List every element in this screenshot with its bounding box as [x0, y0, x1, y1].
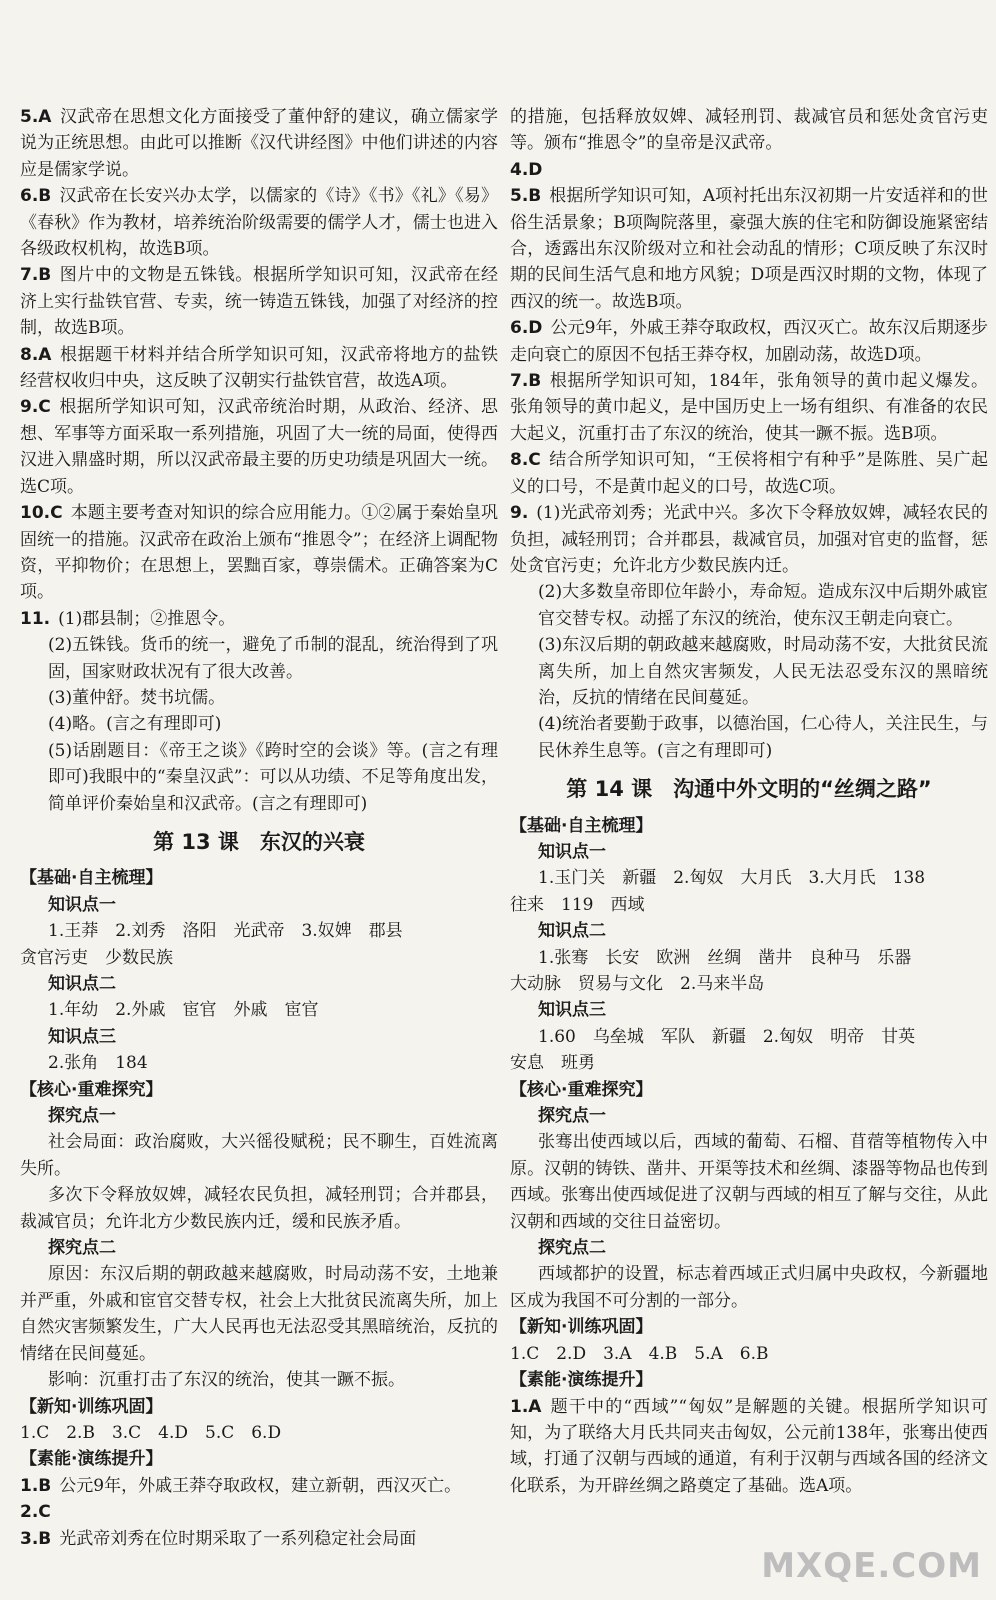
- explore-point-1: 探究点一: [48, 1106, 116, 1127]
- kp2-answers-cont: 大动脉 贸易与文化 2.马来半岛: [510, 974, 765, 994]
- skill-answer-1: 1.A 题干中的“西域”“匈奴”是解题的关键。根据所学知识可知，为了联络大月氏共同夹击匈奴，公元前138年，张骞出使西域，打通了汉朝与西域的通道，有利于汉朝与西域各国的经济文化联系，为开辟丝绸之路奠定了基础。选A项。: [510, 1396, 988, 1496]
- answer-9: 9.C 根据所学知识可知，汉武帝统治时期，从政治、经济、思想、军事等方面采取一系列措施，巩固了大一统的局面，使得西汉进入鼎盛时期，所以汉武帝最主要的历史功绩是巩固大一统。选C项。: [20, 397, 498, 497]
- right-column: [510, 104, 988, 1499]
- section-skills: 【素能·演练提升】: [510, 1370, 653, 1391]
- explore-2-para: 原因：东汉后期的朝政越来越腐败，时局动荡不安，土地兼并严重，外戚和宦官交替专权，社会上大批贫民流离失所，加上自然灾害频繁发生，广大人民再也无法忍受其黑暗统治，反抗的情绪在民间蔓延。: [20, 1264, 498, 1364]
- answer-5: 5.A 汉武帝在思想文化方面接受了董仲舒的建议，确立儒家学说为正统思想。由此可以推断《汉代讲经图》中他们讲述的内容应是儒家学说。: [20, 107, 498, 180]
- section-new-knowledge: 【新知·训练巩固】: [20, 1396, 163, 1417]
- knowledge-point-3: 知识点三: [48, 1026, 116, 1047]
- section-new-knowledge: 【新知·训练巩固】: [510, 1317, 653, 1338]
- answer-9: 9. (1)光武帝刘秀；光武中兴。多次下令释放奴婢，减轻农民的负担，减轻刑罚；合并郡县，裁减官员，加强对官吏的监督，惩处贪官污吏；允许北方少数民族内迁。: [510, 503, 988, 576]
- section-skills: 【素能·演练提升】: [20, 1449, 163, 1470]
- kp3-answers-cont: 安息 班勇: [510, 1053, 595, 1074]
- knowledge-point-3: 知识点三: [538, 1000, 606, 1021]
- answer-3-continuation: 的措施，包括释放奴婢、减轻刑罚、裁减官员和惩处贪官污吏等。颁布“推恩令”的皇帝是汉武帝。: [510, 107, 988, 154]
- explore-1-para: 多次下令释放奴婢，减轻农民负担，减轻刑罚；合并郡县，裁减官员；允许北方少数民族内迁，缓和民族矛盾。: [20, 1185, 498, 1232]
- answer-5: 5.B 根据所学知识可知，A项衬托出东汉初期一片安适祥和的世俗生活景象；B项陶院落里，豪强大族的住宅和防御设施紧密结合，透露出东汉阶级对立和社会动乱的情形；C项反映了东汉时期的民间生活气息和地方风貌；D项是西汉时期的文物，体现了西汉的统一。故选B项。: [510, 186, 988, 312]
- skill-answer-1: 1.B 公元9年，外戚王莽夺取政权，建立新朝，西汉灭亡。: [20, 1475, 462, 1496]
- explore-2-para: 西域都护的设置，标志着西域正式归属中央政权，今新疆地区成为我国不可分割的一部分。: [510, 1264, 988, 1311]
- section-basics: 【基础·自主梳理】: [20, 868, 163, 889]
- kp1-answers-cont: 贪官污吏 少数民族: [20, 947, 173, 968]
- kp2-answers: 1.年幼 2.外戚 宦官 外戚 宦官: [48, 1000, 319, 1021]
- new-knowledge-answers: 1.C 2.D 3.A 4.B 5.A 6.B: [510, 1343, 769, 1364]
- knowledge-point-1: 知识点一: [48, 894, 116, 915]
- answer-9-part: (3)东汉后期的朝政越来越腐败，时局动荡不安，大批贫民流离失所，加上自然灾害频发，人民无法忍受东汉的黑暗统治，反抗的情绪在民间蔓延。: [538, 635, 988, 708]
- answer-11-part: (4)略。(言之有理即可): [48, 714, 222, 735]
- kp3-answers: 2.张角 184: [48, 1053, 148, 1074]
- answer-9-part: (2)大多数皇帝即位年龄小，寿命短。造成东汉中后期外戚宦官交替专权。动摇了东汉的统治，使东汉王朝走向衰亡。: [538, 582, 988, 629]
- answer-8: 8.C 结合所学知识可知，“王侯将相宁有种乎”是陈胜、吴广起义的口号，不是黄巾起义的口号，故选C项。: [510, 450, 988, 497]
- answer-6: 6.D 公元9年，外戚王莽夺取政权，西汉灭亡。故东汉后期逐步走向衰亡的原因不包括王莽夺权，加剧动荡，故选D项。: [510, 318, 988, 365]
- explore-2-para: 影响：沉重打击了东汉的统治，使其一蹶不振。: [48, 1370, 405, 1391]
- answer-11-part: (5)话剧题目：《帝王之谈》《跨时空的会谈》等。(言之有理即可)我眼中的“秦皇汉武”：可以从功绩、不足等角度出发，简单评价秦始皇和汉武帝。(言之有理即可): [48, 740, 498, 814]
- kp1-answers-cont: 往来 119 西域: [510, 894, 645, 915]
- explore-point-1: 探究点一: [538, 1106, 606, 1127]
- section-core: 【核心·重难探究】: [20, 1079, 163, 1100]
- answer-11: 11. (1)郡县制；②推恩令。: [20, 608, 236, 629]
- left-column: [20, 104, 498, 1552]
- knowledge-point-2: 知识点二: [48, 974, 116, 994]
- explore-point-2: 探究点二: [538, 1238, 606, 1259]
- answer-10: 10.C 本题主要考查对知识的综合应用能力。①②属于秦始皇巩固统一的措施。汉武帝在政治上颁布“推恩令”；在经济上调配物资，平抑物价；在思想上，罢黜百家，尊崇儒术。正确答案为C项。: [20, 503, 498, 603]
- explore-1-para: 社会局面：政治腐败，大兴徭役赋税；民不聊生，百姓流离失所。: [20, 1132, 498, 1179]
- answer-11-part: (2)五铢钱。货币的统一，避免了币制的混乱，统治得到了巩固，国家财政状况有了很大改善。: [48, 635, 498, 682]
- knowledge-point-1: 知识点一: [538, 841, 606, 862]
- explore-point-2: 探究点二: [48, 1238, 116, 1259]
- explore-1-para: 张骞出使西域以后，西域的葡萄、石榴、苜蓿等植物传入中原。汉朝的铸铁、凿井、开渠等技术和丝绸、漆器等物品也传到西域。张骞出使西域促进了汉朝与西域的相互了解与交往，从此汉朝和西域的交往日益密切。: [510, 1132, 988, 1232]
- kp2-answers: 1.张骞 长安 欧洲 丝绸 凿井 良种马 乐器: [538, 947, 912, 968]
- skill-answer-2: 2.C: [20, 1502, 51, 1523]
- answer-9-part: (4)统治者要勤于政事，以德治国，仁心待人，关注民生，与民休养生息等。(言之有理即可): [538, 714, 988, 761]
- site-watermark: MXQE.COM: [761, 1546, 982, 1586]
- lesson-13-title: 第 13 课 东汉的兴衰: [153, 829, 365, 854]
- answer-8: 8.A 根据题干材料并结合所学知识可知，汉武帝将地方的盐铁经营权收归中央，这反映了汉朝实行盐铁官营，故选A项。: [20, 344, 498, 392]
- answer-6: 6.B 汉武帝在长安兴办太学，以儒家的《诗》《书》《礼》《易》《春秋》作为教材，培养统治阶级需要的儒学人才，儒士也进入各级政权机构，故选B项。: [20, 186, 498, 260]
- kp3-answers: 1.60 乌垒城 军队 新疆 2.匈奴 明帝 甘英: [538, 1026, 916, 1047]
- answer-7: 7.B 图片中的文物是五铢钱。根据所学知识可知，汉武帝在经济上实行盐铁官营、专卖，统一铸造五铢钱，加强了对经济的控制，故选B项。: [20, 265, 498, 339]
- new-knowledge-answers: 1.C 2.B 3.C 4.D 5.C 6.D: [20, 1422, 282, 1443]
- kp1-answers: 1.王莽 2.刘秀 洛阳 光武帝 3.奴婢 郡县: [48, 921, 403, 942]
- lesson-14-title: 第 14 课 沟通中外文明的“丝绸之路”: [566, 777, 932, 802]
- answer-4: 4.D: [510, 159, 543, 180]
- kp1-answers: 1.玉门关 新疆 2.匈奴 大月氏 3.大月氏 138: [538, 868, 926, 889]
- answer-7: 7.B 根据所学知识可知，184年，张角领导的黄巾起义爆发。张角领导的黄巾起义，是中国历史上一场有组织、有准备的农民大起义，沉重打击了东汉的统治，使其一蹶不振。选B项。: [510, 371, 988, 444]
- skill-answer-3: 3.B 光武帝刘秀在位时期采取了一系列稳定社会局面: [20, 1528, 417, 1549]
- knowledge-point-2: 知识点二: [538, 921, 606, 942]
- section-basics: 【基础·自主梳理】: [510, 815, 653, 836]
- section-core: 【核心·重难探究】: [510, 1079, 653, 1100]
- answer-11-part: (3)董仲舒。焚书坑儒。: [48, 687, 226, 708]
